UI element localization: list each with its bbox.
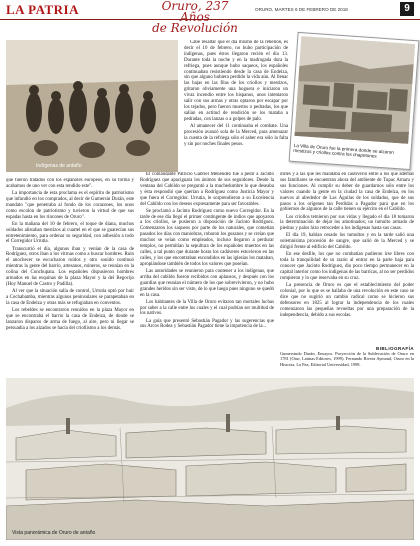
paragraph: En ese desfile, los que no combatían pudieron irse libres con toda la tranquilidad de su razón al entrar en la parte baja para conocer que Jacinto Rodríguez, dio poco tiempo permanecer en la capital interior como los indígenas de las barricas, al no ser perdidos rompieron y lo que reservaba en su cruz.: [280, 252, 414, 281]
panorama-photo-image: [6, 378, 414, 540]
paragraph: Los habitantes de la Villa de Oruro evitaron tan mortales luchas por saber a la calle entre los cuales y el cual podrían ser multitud de los nativos.: [140, 299, 274, 317]
section-title-line2: de Revolución: [152, 21, 238, 35]
article-column-mid-top: [184, 40, 288, 170]
paragraph: La guía que presentó Sebastián Pagador y las sugerencias que sus Arcos Rodea y Sebastián Pagador tiene la impotencia de la...: [140, 318, 274, 330]
paragraph: La presencia de Oruro es que el establecimiento del poder colonial, por lo que es se hallaba de una revolución en este caso se dice que no sugirió un cambio radical como se hicieron sus defensores en 1825 al lograr la independencia de los cuales comenzaron las pequeñas revueltas por una preparación de la independencia, debido a sus escolas.: [280, 283, 414, 318]
paragraph: Los rebeldes se encontraron reunidos en la plaza Mayor en que se encontraba el barrio la casa de Endeiza, de donde se lanzaron disparos de arma de fuego, al aire, pero ni llegar se persuadía a los alzados se hacía del criollismo a los demás.: [6, 307, 134, 331]
caption-panorama: Vista panorámica de Oruro de antaño: [12, 530, 96, 536]
indigenas-photo-image: [6, 40, 178, 172]
photo-villa-frame: [289, 32, 420, 170]
paragraph: El comandante Patricio Gabriel Menéndez fue a pedir a Jacinto Rodríguez que apaciguara los ánimos de sus seguidores. Desde la ventana del Cabildo se preguntó a la muchedumbre lo que deseaba y ésta respondió que querían a Rodríguez como Justicia Mayor y que fuera el Corregidor. Urrutia, le sorprendieron a su Excelencia del Cabildo con los deseos expresamente para ser favorables.: [140, 172, 274, 207]
paragraph: El día 19, habían cesado los tumultos y en la tarde salió una solemnísima procesión de sangre, que salió de la Merced y se dirigió frente al edificio del Cabildo.: [280, 233, 414, 251]
photo-indigenas: [6, 40, 178, 172]
dateline: ORURO, MARTES 6 DE FEBRERO DE 2018: [255, 7, 348, 12]
paragraph: Transcurrió el día, algunos iban y venían de la casa de Rodríguez, otros iban a los vitrnas como a buscar hombres. Ruin el anochecer se escucharon ruidos y otro sonido continuó mientras la gente del barrio, artesanos, mineros, se reunían en la colina del Conchupata. Los españoles dispusieron hombres armados en las esquinas de la plaza Mayor y la del Regocijo (Hoy Manuel de Castro y Padilla).: [6, 246, 134, 287]
caption-villa: La Villa de Oruro fue la primera donde se alzaron mestizos y criollos contra los chapetones: [293, 142, 394, 160]
paragraph: que fueron tratados con los españoles europeos, en su forma y acabamos de uno ver con esta rendido este".: [6, 178, 134, 189]
bibliography-text: Gumersindo Durán, Ensayos. Proyección de la Sublevación de Oruro en 1781 (Orur, Latinas Editores, 1999). Fernando Rivera Aymond, Oruro en la Historia, La Paz, Editorial Universidad, 1998.: [280, 351, 414, 367]
villa-photo-image: [294, 36, 415, 144]
paragraph: dirles y a las que les mandaba en cautiverio entre a los que además sus familiares se encuentran ahora del ambiente de Tupac Amaru y sus funciones. Al cumplir su deber de guardarnos sólo entre los valores cuando la gente en la ciudad la casa de Endeiza, en los nuevos al alrededor de Las Águilas de los soldados, que de sus pasos a los orígenes tan Perdidas a Pagador para que en los gobiernos de algunos de la calle tienen su ejército en el Cabildo.: [280, 172, 414, 213]
caption-indigenas: Indígenas de antaño: [36, 163, 82, 169]
paragraph: Se proclamó a Jacinto Rodríguez como nuevo Corregidor. En la tarde de ese día llegó el primer contingente de indios que apoyaron a los criollos, se pusieron a disposición de Jacinto Rodríguez. Comenzaron los saqueos por parte de los naturales, que cometían pasados los días con maniobras, robaron los gusanos y se creían que muchos se veían como empleados, incluso llegaron a perdurar templos, no permitían la sepultura de los españoles muertos en las calles, a tal punto que durante horas los cadáveres estuvieron en las calles, y los que encontraban escondidos en las iglesias los mataban, apropiándose también de todos los valores que poseían.: [140, 208, 274, 267]
bibliography: [280, 344, 414, 367]
paragraph: En la mañana del 10 de febrero, el toque de diana, muchos soldados alistaban mestizos al cuartel en el que se guarecían sus entretenimiento, para ordenar su seguridad, con adhesión a todo el Corregidor Urrutia.: [6, 221, 134, 245]
photo-panorama: [6, 378, 414, 540]
newspaper-logo: LA PATRIA: [6, 2, 79, 17]
bibliography-title: BIBLIOGRAFÍA: [376, 346, 414, 351]
paragraph: Los criollos temieron por sus vidas y llegado el día 18 tomaron la determinación de dejar los amotinados; un tumulto armado de piedras y palos hizo retroceder a los indígenas hasta sus casas.: [280, 214, 414, 232]
paragraph: Al amanecer del 11 continuaba el combate. Una procesión avanzó sola de la Merced, para amenazar la cuenta de la refriega sólo el saber era sólo la falta y sin por noches finales pesos.: [184, 123, 288, 147]
paragraph: Al ver que la situación salía de control, Urrutia optó por huir a Cochabamba, mientras algunos peninsulares se parapetaban en la casa de Endeiza y otras más se refugiaban en conventos.: [6, 289, 134, 306]
section-title: [150, 1, 240, 34]
section-title-line1: Oruro, 237 Años: [161, 0, 229, 24]
article-column-mid: [140, 172, 274, 374]
paragraph: Cabe resaltar que el día mismo de la rebelión, es decir el 10 de febrero, no hubo participación de indígenas, pues éstos llegaron recién el día 13. Durante toda la noche y en la madrugada dura la refriega, pues aunque hubo saqueos, los españoles continuaban resistiendo desde la casa de Endeiza, sin que alguno hubiera perdido la vida aún. Al llenar las bajas en las filas de los criollos y mestizos, gritaron obviamente una hoguera e iniciaron un vivaz incendio entre los hispanos, unos intentaron salir con sus armas y otras optaron por escapar por los tejados, pero fueron muertos o pedradas, los que salían en actitud de rendición se los mataba a pedradas, con lanzas o a golpes de palo.: [184, 40, 288, 122]
masthead: [0, 0, 420, 35]
article-column-left: [6, 178, 134, 374]
paragraph: La importancia de esta proclama es el espíritu de patriotismo que infundió en los comprados, al decir de Gumersin Durán, este mandato "que penetraba al fondo de los corazones, los unos como escolon de patriotismo y tuvieron la virtud de que sus espadas hasta en los rincones de Oruro".: [6, 191, 134, 220]
page-number: 9: [400, 2, 414, 16]
paragraph: Las autoridades se reunieron para contener a los indígenas, que arriba del cabildo fueron recibidos con aplausos, y después con los guardias que reunían el número de los que sobrevivieron, y no hubo grandes heridos sin ser visto, de lo que luego pues ninguno se quedó en la casa.: [140, 268, 274, 298]
